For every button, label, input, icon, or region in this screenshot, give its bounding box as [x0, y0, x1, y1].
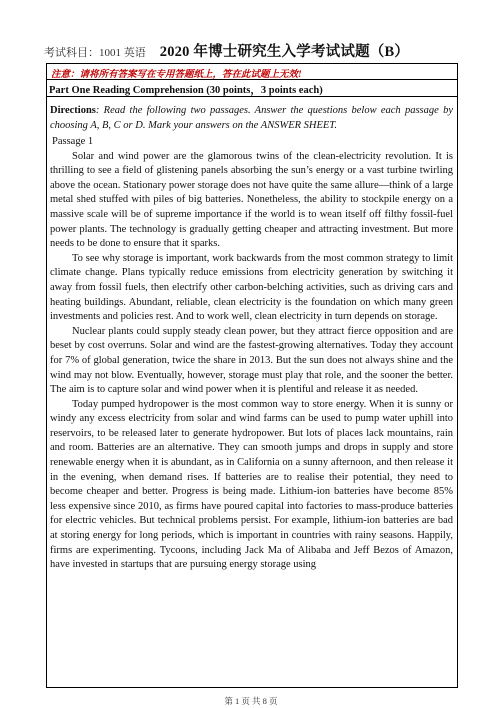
part-title: Part One Reading Comprehension (30 points，3 points each)	[47, 80, 457, 97]
directions-text: : Read the following two passages. Answer the questions below each passage by choosing A, B, C or D. Mark your answers on the ANSWER SHEET.	[50, 105, 453, 131]
paragraph: Solar and wind power are the glamorous twins of the clean-electricity revolution. It is thrilling to see a field of glistening panels absorbing the sun’s energy or a vast turbine twirling above the ocean. Stationary power storage does not have quite the same allure—think of a large metal shed stuffed with piles of big batteries. Nonetheless, the ability to stockpile energy on a massive scale will be of supreme importance if the world is to wean itself off filthy fossil-fuel power plants. The technology is gradually getting cheaper and attracting investment. But more needs to be done to ensure that it sparks.	[50, 150, 453, 250]
directions-label: Directions	[50, 105, 96, 116]
passage-1	[50, 135, 453, 573]
paragraph: Nuclear plants could supply steady clean power, but they attract fierce opposition and are beset by cost overruns. Solar and wind are the fastest-growing alternatives. Today they account for 7% of global generation, twice the share in 2013. But the sun does not always shine and the wind may not blow. Eventually, however, storage must play that role, and the sooner the better. The aim is to capture solar and wind power when it is plentiful and release it as needed.	[50, 325, 453, 396]
paragraph: Today pumped hydropower is the most common way to store energy. When it is sunny or windy any excess electricity from solar and wind farms can be used to pump water uphill into reservoirs, to be released later to generate hydropower. But lots of places lack mountains, rain and room. Batteries are an alternative. They can smooth jumps and drops in supply and store renewable energy when it is abundant, as in California on a sunny afternoon, and then release it in the evening, when demand rises. If batteries are to realise their potential, they need to become cheaper and better. Progress is being made. Lithium-ion batteries have become 85% less expensive since 2010, as firms have poured capital into factories to mass-produce batteries for electric vehicles. But technical problems persist. For example, lithium-ion batteries are bad at storing energy for long periods, which is important in countries with rainy seasons. Happily, firms are experimenting. Tycoons, including Jack Ma of Alibaba and Jeff Bezos of Amazon, have invested in startups that are pursuing energy storage using	[50, 398, 453, 571]
exam-header	[44, 40, 484, 58]
page-footer: 第 1 页 共 8 页	[224, 696, 278, 706]
exam-subject: 考试科目：1001 英语	[44, 47, 146, 59]
exam-title: 2020 年博士研究生入学考试试题（B）	[159, 44, 410, 60]
paragraph: To see why storage is important, work backwards from the most common strategy to limit climate change. Plans typically reduce emissions from electricity generation by switching it away from fossil fuels, then electrify other carbon-belching activities, such as driving cars and heating buildings. Abundant, reliable, clean electricity is the foundation on which many green investments and policies rest. And to work well, clean electricity in turn depends on storage.	[50, 252, 453, 323]
passage-label: Passage 1	[52, 136, 94, 147]
answer-notice: 注意：请将所有答案写在专用答题纸上，答在此试题上无效!	[47, 64, 457, 80]
exam-content-frame	[46, 63, 458, 688]
directions	[50, 103, 453, 133]
reading-body	[47, 103, 457, 573]
